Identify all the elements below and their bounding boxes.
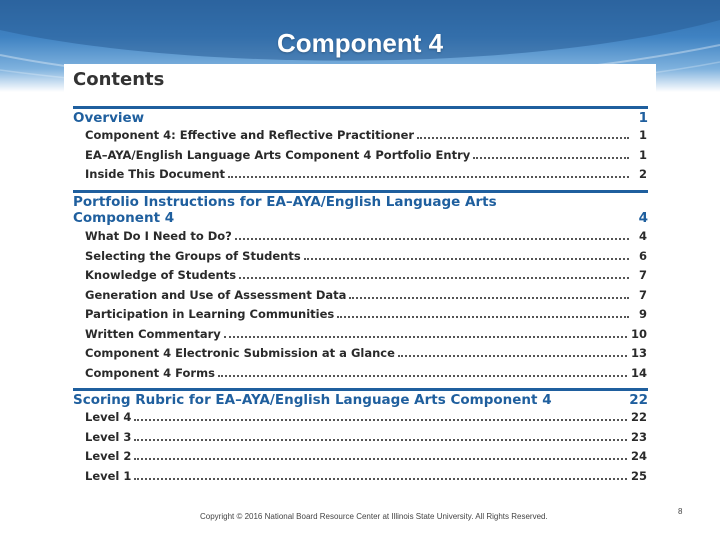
toc-entry-title: Level 2 bbox=[85, 449, 132, 463]
toc-entry bbox=[85, 148, 647, 166]
copyright-notice: Copyright © 2016 National Board Resource Center at Illinois State University. All Rights Reserved. bbox=[200, 512, 548, 521]
toc-dot-leader bbox=[349, 297, 629, 299]
toc-section-page: 1 bbox=[638, 110, 648, 126]
toc-section-title: Component 4 bbox=[73, 210, 175, 226]
toc-section-title: Scoring Rubric for EA–AYA/English Language Arts Component 4 bbox=[73, 392, 552, 408]
toc-entry bbox=[85, 307, 647, 325]
toc-entry bbox=[85, 430, 647, 448]
toc-entry bbox=[85, 167, 647, 185]
toc-entry-page: 23 bbox=[630, 429, 647, 444]
toc-section-heading bbox=[73, 106, 648, 126]
toc-entry-page: 24 bbox=[630, 449, 647, 463]
toc-dot-leader bbox=[224, 336, 627, 338]
toc-entry-title: Written Commentary bbox=[85, 326, 221, 341]
toc-entry-page: 1 bbox=[638, 147, 647, 162]
toc-dot-leader bbox=[134, 419, 627, 421]
toc-dot-leader bbox=[417, 137, 629, 139]
toc-dot-leader bbox=[398, 355, 627, 357]
contents-heading: Contents bbox=[73, 69, 165, 90]
toc-section-title: Portfolio Instructions for EA–AYA/English Language Arts bbox=[73, 194, 497, 210]
toc-dot-leader bbox=[218, 375, 627, 377]
toc-entry bbox=[85, 346, 647, 364]
toc-entry-title: Generation and Use of Assessment Data bbox=[85, 287, 347, 302]
toc-entry-page: 1 bbox=[638, 128, 647, 142]
toc-entry bbox=[85, 366, 647, 384]
toc-dot-leader bbox=[337, 316, 629, 318]
toc-entry bbox=[85, 249, 647, 267]
toc-entry-title: Level 1 bbox=[85, 468, 132, 483]
toc-section-heading bbox=[73, 388, 648, 408]
toc-entry-title: Selecting the Groups of Students bbox=[85, 248, 301, 263]
toc-entry-title: Knowledge of Students bbox=[85, 268, 237, 282]
toc-entry bbox=[85, 268, 647, 286]
toc-entry-page: 25 bbox=[630, 468, 647, 483]
toc-entry bbox=[85, 288, 647, 306]
toc-dot-leader bbox=[473, 157, 629, 159]
toc-entry-title: Component 4 Forms bbox=[85, 365, 215, 380]
toc-dot-leader bbox=[235, 238, 629, 240]
toc-entry-title: Participation in Learning Communities bbox=[85, 307, 335, 321]
toc-entry-title: EA–AYA/English Language Arts Component 4 Portfolio Entry bbox=[85, 147, 471, 162]
toc-entry-title: What Do I Need to Do? bbox=[85, 229, 232, 243]
toc-dot-leader bbox=[134, 439, 627, 441]
toc-entry-page: 6 bbox=[638, 248, 647, 263]
toc-entry-title: Level 4 bbox=[85, 410, 132, 424]
toc-entry-page: 7 bbox=[638, 268, 647, 282]
toc-dot-leader bbox=[134, 478, 627, 480]
toc-entry-title: Level 3 bbox=[85, 429, 132, 444]
toc-dot-leader bbox=[228, 176, 629, 178]
toc-section-page: 22 bbox=[629, 392, 648, 408]
toc-dot-leader bbox=[134, 458, 627, 460]
toc-entry bbox=[85, 327, 647, 345]
toc-entry-page: 22 bbox=[630, 410, 647, 424]
slide-page-number: 8 bbox=[678, 507, 683, 516]
toc-entry-page: 13 bbox=[630, 346, 647, 360]
toc-section-heading bbox=[73, 190, 648, 226]
toc-entry bbox=[85, 128, 647, 146]
toc-entry-page: 4 bbox=[638, 229, 647, 243]
toc-dot-leader bbox=[239, 277, 629, 279]
toc-entry-title: Component 4: Effective and Reflective Practitioner bbox=[85, 128, 415, 142]
slide-title: Component 4 bbox=[276, 28, 444, 58]
toc-entry-page: 10 bbox=[630, 326, 647, 341]
toc-entry bbox=[85, 469, 647, 487]
toc-section-page: 4 bbox=[638, 210, 648, 226]
toc-entry bbox=[85, 449, 647, 467]
toc-entry-page: 7 bbox=[638, 287, 647, 302]
toc-entry-title: Inside This Document bbox=[85, 167, 226, 181]
toc-entry-title: Component 4 Electronic Submission at a Glance bbox=[85, 346, 395, 360]
toc-entry-page: 2 bbox=[638, 167, 647, 181]
table-of-contents-image bbox=[64, 64, 656, 490]
toc-entry-page: 9 bbox=[638, 307, 647, 321]
toc-section-title: Overview bbox=[73, 110, 145, 126]
toc-entry bbox=[85, 410, 647, 428]
toc-entry bbox=[85, 229, 647, 247]
toc-dot-leader bbox=[304, 258, 629, 260]
toc-entry-page: 14 bbox=[630, 365, 647, 380]
